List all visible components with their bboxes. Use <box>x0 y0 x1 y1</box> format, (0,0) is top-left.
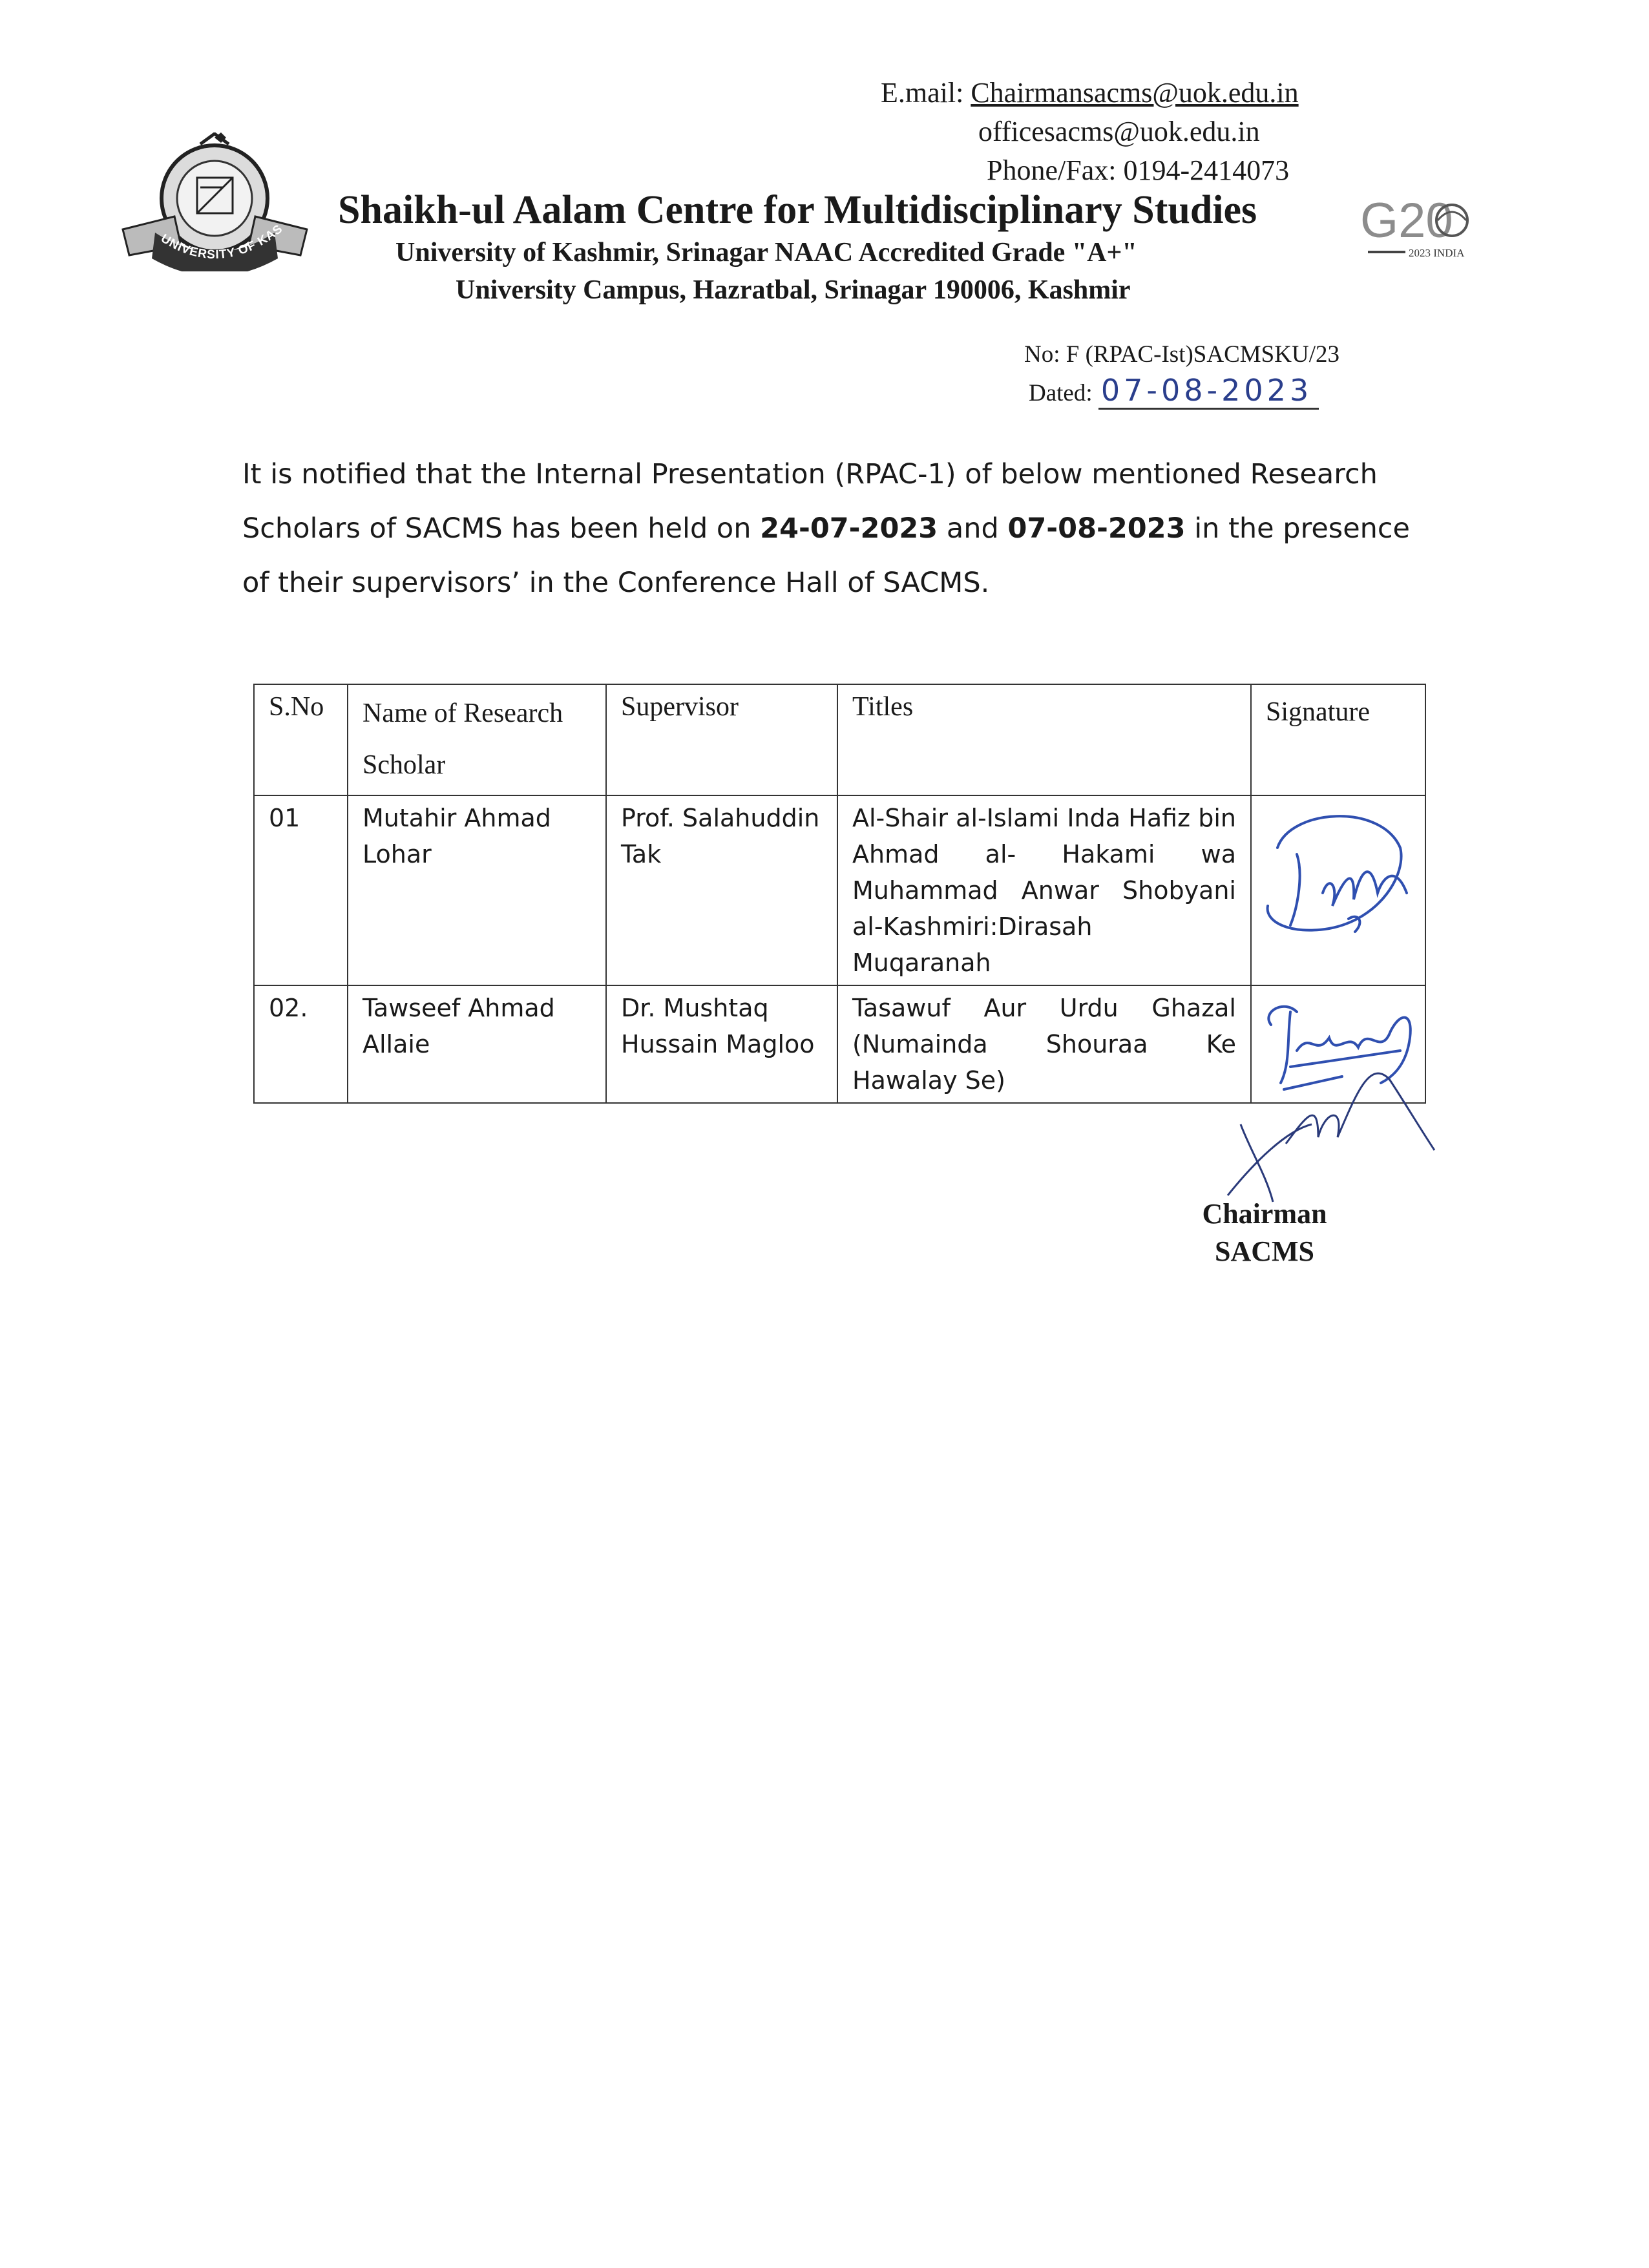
row-supervisor: Prof. Salahuddin Tak <box>606 795 837 985</box>
notice-date-2: 07-08-2023 <box>1007 512 1186 545</box>
notice-paragraph <box>242 447 1418 610</box>
email-line <box>881 76 1299 110</box>
scholars-table <box>253 684 1426 1104</box>
row-supervisor: Dr. Mushtaq Hussain Magloo <box>606 985 837 1103</box>
dated-handwritten-value: 07-08-2023 <box>1098 373 1319 410</box>
table-header-row <box>254 684 1425 795</box>
email-secondary: officesacms@uok.edu.in <box>978 116 1260 147</box>
row-title: Tasawuf Aur Urdu Ghazal (Numainda Shouraa Ke Hawalay Se) <box>837 985 1251 1103</box>
signatory-block <box>1197 1195 1332 1270</box>
header-sno: S.No <box>254 684 348 795</box>
notice-date-1: 24-07-2023 <box>760 512 938 545</box>
g20-logo <box>1360 191 1476 268</box>
phone-fax: Phone/Fax: 0194-2414073 <box>987 154 1290 186</box>
g20-logo-subtext: 2023 INDIA <box>1409 247 1465 259</box>
signatory-designation: Chairman <box>1202 1198 1327 1230</box>
university-line: University of Kashmir, Srinagar NAAC Accredited Grade "A+" <box>395 238 1137 268</box>
header-titles: Titles <box>837 684 1251 795</box>
reference-date <box>1029 373 1319 408</box>
table-row <box>254 795 1425 985</box>
notice-text-and: and <box>938 512 1008 545</box>
row-scholar-name: Mutahir Ahmad Lohar <box>348 795 606 985</box>
row-signature <box>1251 795 1425 985</box>
email-primary-link[interactable]: Chairmansacms@uok.edu.in <box>971 77 1299 109</box>
g20-logo-text: G20 <box>1360 193 1453 248</box>
email-label: E.mail: <box>881 77 964 109</box>
dated-label: Dated: <box>1029 380 1093 406</box>
reference-number: No: F (RPAC-Ist)SACMSKU/23 <box>1024 341 1339 368</box>
header-scholar-name: Name of Research Scholar <box>348 684 606 795</box>
notice-text-part1: It is notified that the Internal Presentation (RPAC-1) of below mentioned Research Scholars of SACMS has been held on <box>242 458 1378 545</box>
org-title: Shaikh-ul Aalam Centre for Multidisciplinary Studies <box>338 188 1257 232</box>
row-sno: 02. <box>254 985 348 1103</box>
handwritten-signature-1 <box>1252 796 1425 943</box>
header-supervisor: Supervisor <box>606 684 837 795</box>
signatory-department: SACMS <box>1214 1235 1315 1267</box>
campus-line: University Campus, Hazratbal, Srinagar 190006, Kashmir <box>456 275 1131 305</box>
notice-text-part2: in the presence of their supervisors’ in the Conference Hall of SACMS. <box>242 512 1410 599</box>
university-seal-logo <box>116 132 313 271</box>
row-title: Al-Shair al-Islami Inda Hafiz bin Ahmad al- Hakami wa Muhammad Anwar Shobyani al-Kashmiri:Dirasah Muqaranah <box>837 795 1251 985</box>
university-seal-label: UNIVERSITY OF KAS <box>158 222 286 262</box>
header-signature: Signature <box>1251 684 1425 795</box>
row-scholar-name: Tawseef Ahmad Allaie <box>348 985 606 1103</box>
row-sno: 01 <box>254 795 348 985</box>
